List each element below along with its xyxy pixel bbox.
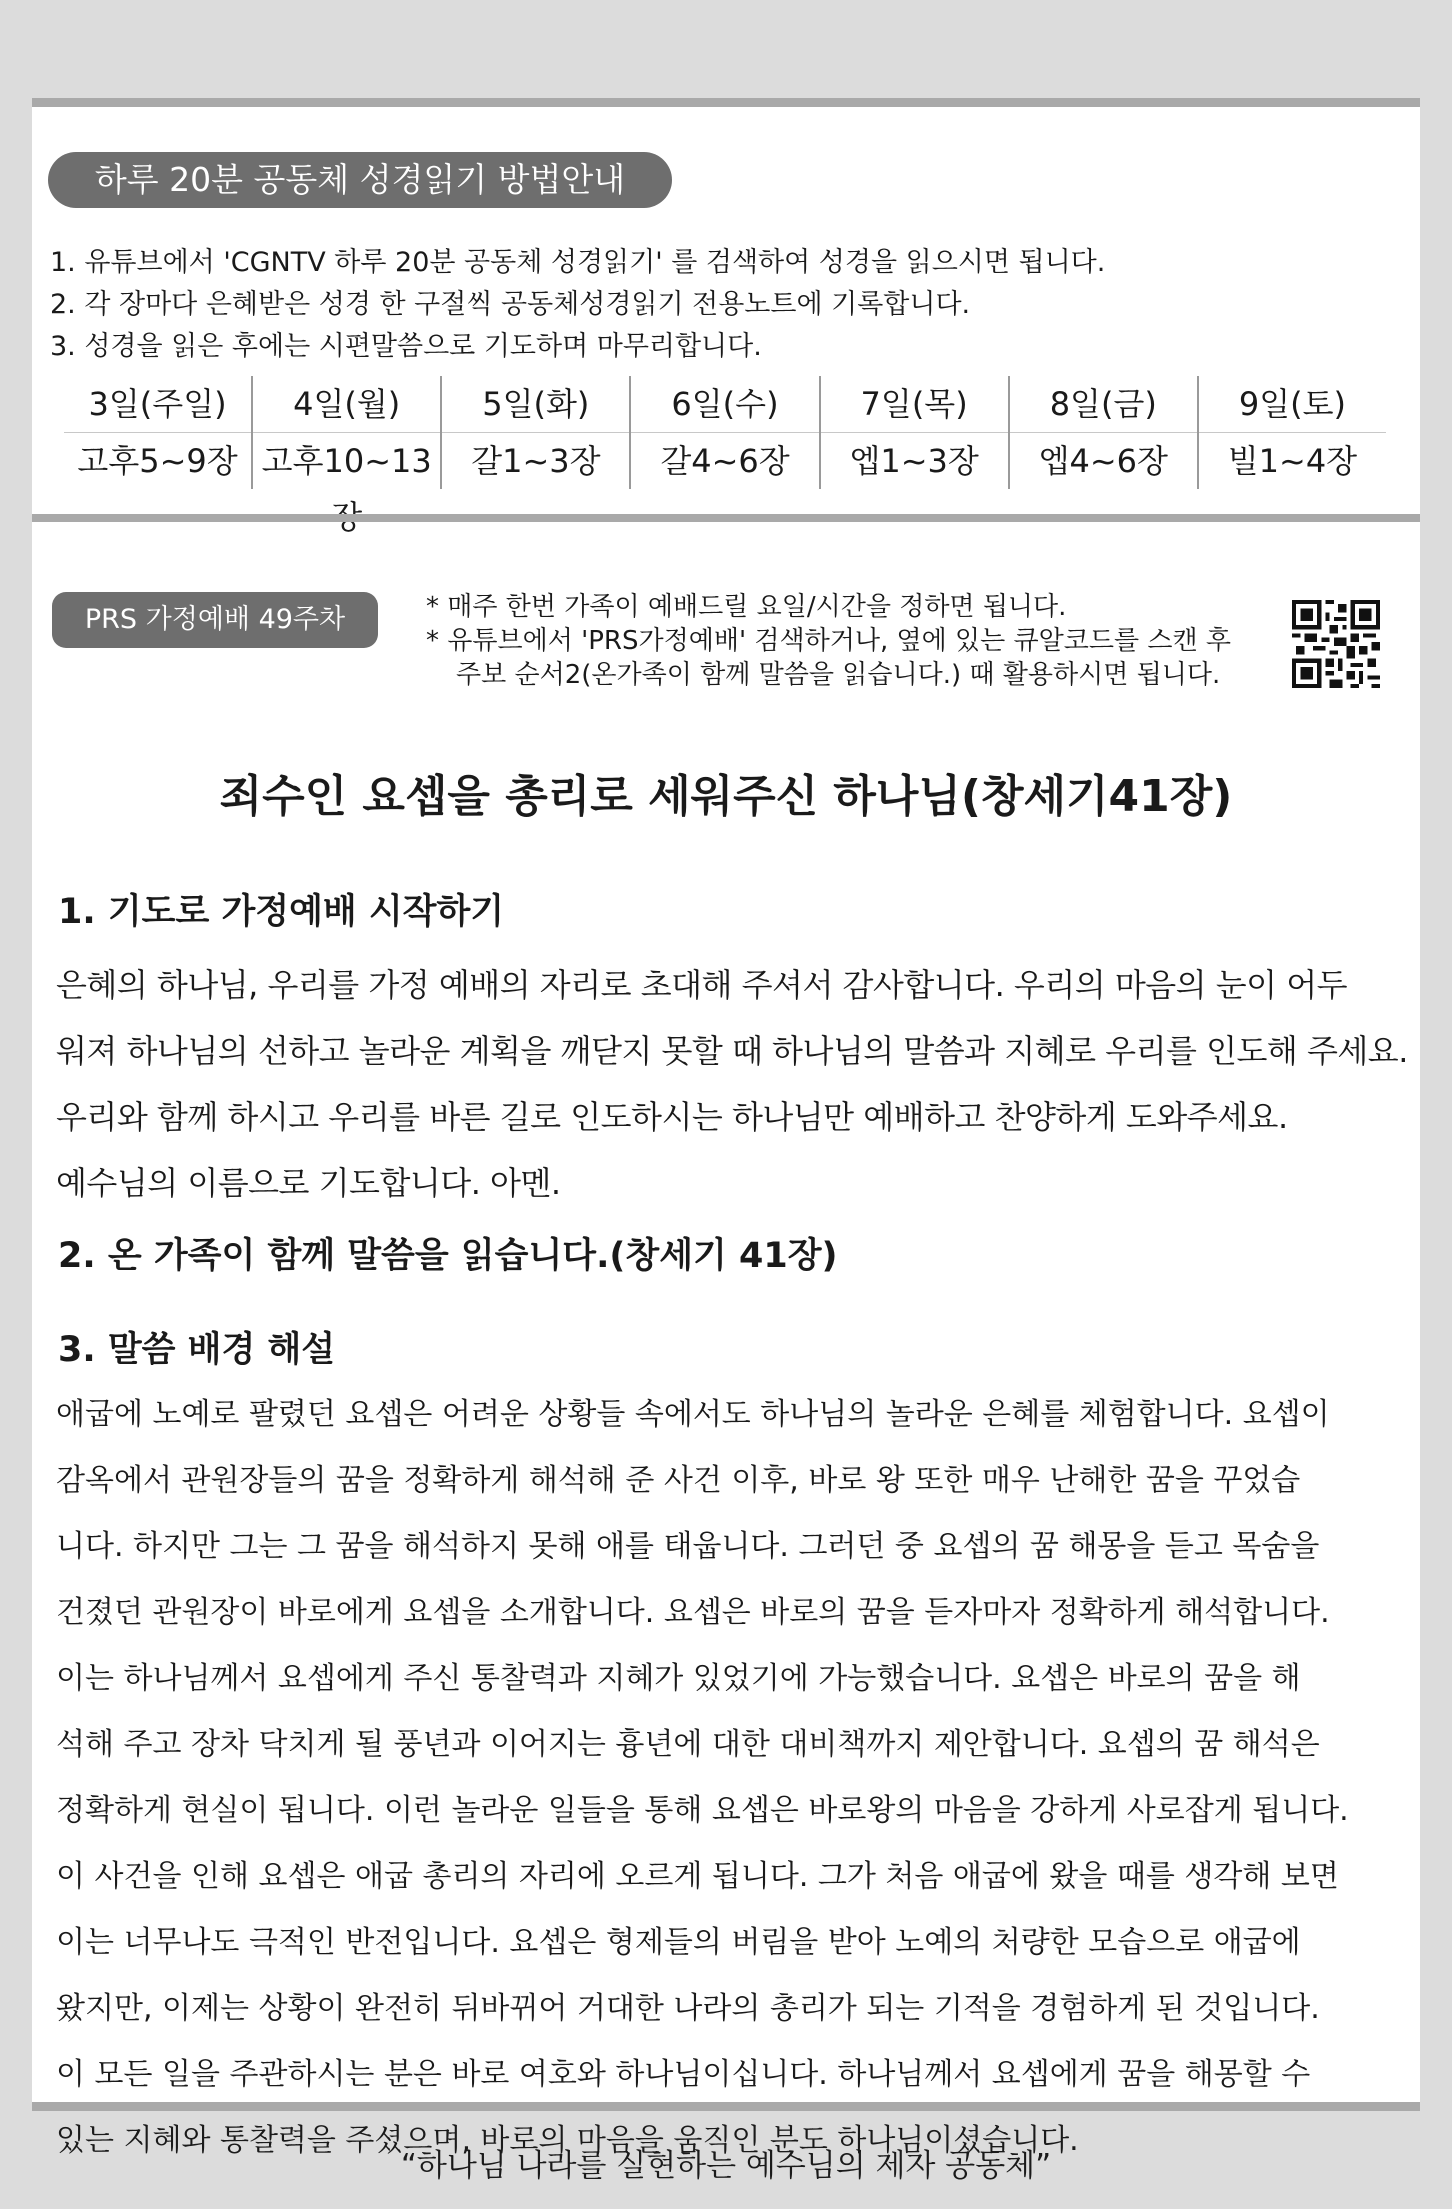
schedule-day-label: 5일(화) [482,385,590,423]
reading-step-2: 2. 각 장마다 은혜받은 성경 한 구절씩 공동체성경읽기 전용노트에 기록합니다. [50,289,971,320]
qr-code-icon[interactable] [1292,600,1380,688]
background-line: 이는 하나님께서 요셉에게 주신 통찰력과 지혜가 있었기에 가능했습니다. 요셉은 바로의 꿈을 해 [56,1661,1301,1696]
prs-note-1: * 매주 한번 가족이 예배드릴 요일/시간을 정하면 됩니다. [426,592,1067,622]
prayer-line: 우리와 함께 하시고 우리를 바른 길로 인도하시는 하나님만 예배하고 찬양하게 도와주세요. [56,1098,1288,1136]
background-line: 니다. 하지만 그는 그 꿈을 해석하지 못해 애를 태웁니다. 그러던 중 요셉의 꿈 해몽을 듣고 목숨을 [56,1529,1320,1564]
background-line: 석해 주고 장차 닥치게 될 풍년과 이어지는 흉년에 대한 대비책까지 제안합니다. 요셉의 꿈 해석은 [56,1727,1320,1762]
background-line: 건졌던 관원장이 바로에게 요셉을 소개합니다. 요셉은 바로의 꿈을 듣자마자 정확하게 해석합니다. [56,1595,1330,1630]
schedule-day-label: 4일(월) [293,385,401,423]
prayer-line: 워져 하나님의 선하고 놀라운 계획을 깨닫지 못할 때 하나님의 말씀과 지혜로 우리를 인도해 주세요. [56,1032,1408,1070]
reading-guide-title: 하루 20분 공동체 성경읽기 방법안내 [48,152,672,208]
schedule-chapters: 고후5~9장 [64,432,251,489]
background-line: 감옥에서 관원장들의 꿈을 정확하게 해석해 준 사건 이후, 바로 왕 또한 매우 난해한 꿈을 꾸었습 [56,1463,1301,1498]
schedule-day-9 [1197,376,1386,489]
section-divider [32,514,1420,522]
footer-motto: “하나님 나라를 실현하는 예수님의 제자 공동체” [400,2148,1052,2184]
background-line: 애굽에 노예로 팔렸던 요셉은 어려운 상황들 속에서도 하나님의 놀라운 은혜를 체험합니다. 요셉이 [56,1397,1330,1432]
section-1-heading: 1. 기도로 가정예배 시작하기 [58,892,505,932]
reading-step-3: 3. 성경을 읽은 후에는 시편말씀으로 기도하며 마무리합니다. [50,331,762,362]
background-line: 이 모든 일을 주관하시는 분은 바로 여호와 하나님이십니다. 하나님께서 요셉에게 꿈을 해몽할 수 [56,2057,1311,2092]
schedule-chapters: 엡4~6장 [1010,432,1197,489]
schedule-day-label: 7일(목) [860,385,968,423]
prs-note-3: 주보 순서2(온가족이 함께 말씀을 읽습니다.) 때 활용하시면 됩니다. [456,660,1221,690]
background-line: 이 사건을 인해 요셉은 애굽 총리의 자리에 오르게 됩니다. 그가 처음 애굽에 왔을 때를 생각해 보면 [56,1859,1339,1894]
worship-title: 죄수인 요셉을 총리로 세워주신 하나님(창세기41장) [219,771,1233,822]
schedule-day-label: 3일(주일) [88,385,227,423]
schedule-day-4 [251,376,440,489]
reading-schedule [64,376,1386,489]
schedule-chapters: 빌1~4장 [1199,432,1386,489]
schedule-chapters: 고후10~13 [253,432,440,489]
schedule-chapters: 갈4~6장 [631,432,818,489]
schedule-day-label: 9일(토) [1238,385,1346,423]
schedule-day-8 [1008,376,1197,489]
scripture-background [56,1382,1349,2174]
background-line: 이는 너무나도 극적인 반전입니다. 요셉은 형제들의 버림을 받아 노예의 처량한 모습으로 애굽에 [56,1925,1301,1960]
background-line: 있는 지혜와 통찰력을 주셨으며, 바로의 마음을 움직인 분도 하나님이셨습니다. [56,2123,1079,2158]
schedule-day-6 [629,376,818,489]
prayer-line: 은혜의 하나님, 우리를 가정 예배의 자리로 초대해 주셔서 감사합니다. 우리의 마음의 눈이 어두 [56,966,1348,1004]
opening-prayer [56,952,1408,1216]
reading-step-1: 1. 유튜브에서 'CGNTV 하루 20분 공동체 성경읽기' 를 검색하여 성경을 읽으시면 됩니다. [50,247,1106,278]
prs-note-2: * 유튜브에서 'PRS가정예배' 검색하거나, 옆에 있는 큐알코드를 스캔 후 [426,626,1231,656]
section-2-heading: 2. 온 가족이 함께 말씀을 읽습니다.(창세기 41장) [58,1236,838,1276]
schedule-day-label: 6일(수) [671,385,779,423]
bottom-divider [32,2102,1420,2111]
top-divider [32,98,1420,107]
schedule-day-5 [440,376,629,489]
schedule-chapters: 엡1~3장 [821,432,1008,489]
schedule-chapters: 갈1~3장 [442,432,629,489]
schedule-day-3 [64,376,251,489]
prs-badge: PRS 가정예배 49주차 [52,592,378,648]
prayer-line: 예수님의 이름으로 기도합니다. 아멘. [56,1164,561,1202]
schedule-day-7 [819,376,1008,489]
schedule-day-label: 8일(금) [1049,385,1157,423]
section-3-heading: 3. 말씀 배경 해설 [58,1330,336,1370]
background-line: 왔지만, 이제는 상황이 완전히 뒤바뀌어 거대한 나라의 총리가 되는 기적을 경험하게 된 것입니다. [56,1991,1320,2026]
background-line: 정확하게 현실이 됩니다. 이런 놀라운 일들을 통해 요셉은 바로왕의 마음을 강하게 사로잡게 됩니다. [56,1793,1349,1828]
